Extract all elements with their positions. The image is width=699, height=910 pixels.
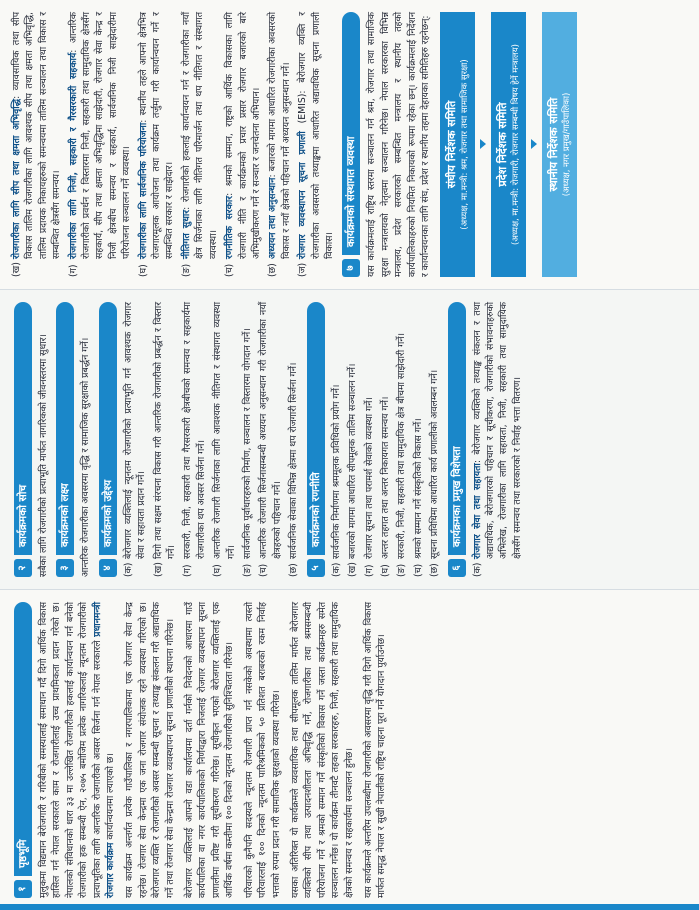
committee-title: स्थानीय निर्देशक समिति bbox=[547, 97, 561, 192]
list-marker: (ख) bbox=[347, 562, 359, 577]
list-marker: (घ) bbox=[379, 564, 391, 577]
list-item bbox=[223, 12, 263, 277]
text: मुलुकमा विद्यमान बेरोजगारी र गरिबीको समस्यालाई समाधान गर्दै दिगो आर्थिक विकास हासिल गर्न नेपाल सरकारले काम र रोजगारीलाई उच्च प्राथमिकता प्रदान गरेको छ। नेपालको संविधानको धारा ३३ मा उल्लेखित रोजगारीको हकलाई कार्यान्वयन गर्न बनेको रोजगारीको हक सम्बन्धी ऐन, २०७५ बमोजिम प्रत्येक नागरिकलाई न्यूनतम रोजगारीको प्रत्याभूतिका लागि आन्तरिक रोजगारीको अवसर सिर्जना गर्न नेपाल सरकारले bbox=[38, 602, 103, 898]
section-title: पृष्ठभूमि bbox=[14, 602, 32, 876]
section-heading-objectives bbox=[99, 302, 117, 577]
feature-text: : रोजगारीको हकलाई कार्यान्वयन गर्न र रोजगारीका नयाँ क्षेत्र सिर्जनाका लागि नीतिगत परिमार्जन तथा थप नीतिगत र संस्थागत व्यवस्था। bbox=[180, 12, 219, 259]
list-marker: (ग) bbox=[67, 264, 79, 277]
list-item bbox=[428, 302, 441, 577]
paragraph-program-structure: यस कार्यक्रम अन्तर्गत प्रत्येक गाउँपालिका र नगरपालिकामा एक रोजगार सेवा केन्द्र रहनेछ। रोजगार सेवा केन्द्रमा एक जना रोजगार संयोजक रहने व्यवस्था गरिएको छ। बेरोजगार व्यक्ति र रोजगारीको अवसर सम्बन्धी सूचना र तथ्याङ्क संकलन गरी अद्यावधिक गर्ने तथा रोजगार सेवा केन्द्रमा रोजगार व्यवस्थापन सूचना प्रणालीको स्थापना गरिनेछ। bbox=[124, 602, 176, 898]
list-item bbox=[122, 302, 149, 577]
section-heading-features bbox=[448, 302, 466, 577]
list-text bbox=[180, 12, 220, 259]
list-marker: (ख) bbox=[152, 562, 164, 577]
list-marker: (च) bbox=[412, 563, 424, 577]
list-marker: (च) bbox=[258, 563, 270, 577]
section-heading-background bbox=[14, 602, 32, 898]
section-heading-vision bbox=[14, 302, 32, 577]
feature-text: : श्रमको सम्मान, राष्ट्रको आर्थिक विकासका लागि रोजगारी नीति र कार्यक्रमको प्रचार प्रसार रोजगार बजारको बारे अभिमुखीकरण गर्ने र सञ्चार र जनचेतना अभियान। bbox=[224, 12, 262, 259]
list-marker: (ज) bbox=[297, 262, 309, 277]
list-text: सूचना प्रविधिमा आधारित कार्य प्रणालीको अवलम्बन गर्ने। bbox=[429, 369, 441, 559]
section-number: ३ bbox=[56, 559, 74, 577]
feature-title: रोजगार व्यवस्थापन सूचना प्रणाली bbox=[297, 131, 309, 259]
paragraph-goal: आन्तरिक रोजगारीका अवसरमा वृद्धि र सामाजिक सुरक्षाको प्रबर्द्धन गर्ने। bbox=[80, 337, 92, 577]
section-number: २ bbox=[14, 559, 32, 577]
arrow-down-icon bbox=[480, 140, 486, 150]
section-heading-strategy bbox=[307, 302, 325, 577]
paragraph-outcome: यस कार्यक्रमले अन्तरिम उपलब्धीमा रोजगारीको अवसरमा वृद्धि गरी दिगो आर्थिक विकास मार्फत समृद्ध नेपाल र सुखी नेपालीको राष्ट्रिय चाहना पूरा गर्ने योगदान पुर्याउनेछ। bbox=[362, 602, 388, 898]
feature-text: (EMIS): बेरोजगार व्यक्ति र रोजगारीका अवसरको तथ्याङ्कमा आधारित अद्यावधिक सूचना प्रणाली विकास। bbox=[297, 12, 335, 259]
list-item bbox=[379, 302, 392, 577]
committee-title: संघीय निर्देशक समिति bbox=[445, 100, 459, 189]
panel-vision-goals bbox=[0, 290, 699, 590]
section-heading-institutional bbox=[342, 12, 360, 277]
list-item bbox=[181, 302, 208, 577]
feature-title: रोजगारीका लागि सार्वजनिक परियोजना bbox=[137, 122, 149, 259]
feature-title: अध्ययन तथा अनुसन्धान bbox=[267, 177, 279, 259]
committee-chair: (अध्यक्ष, नगर प्रमुख/गाउँपालिका) bbox=[562, 92, 573, 197]
section-title: कार्यक्रमको रणनीति bbox=[307, 302, 325, 555]
emphasis-text: प्रधानमन्त्री रोजगार कार्यक्रम bbox=[91, 602, 117, 898]
feature-text: : व्यावसायिक तथा सीप विकास तालिम रोजगारीका लागि आवश्यक सीप तथा क्षमता अभिवृद्धि, तालिम प्रदायक निकायहरुको समन्वयमा तालिम सञ्चालन तथा विकास र सम्बन्धित क्षेत्रसँग समन्वय। bbox=[11, 11, 63, 259]
features-list-continued bbox=[10, 12, 336, 277]
list-item bbox=[471, 302, 525, 577]
section-number: ५ bbox=[307, 559, 325, 577]
list-item bbox=[257, 302, 284, 577]
list-marker: (छ) bbox=[267, 263, 279, 277]
feature-title: रणनीतिक सरकार bbox=[224, 195, 236, 259]
list-text: बेरोजगार व्यक्तिलाई न्यूनतम रोजगारीको प्रत्याभूति गर्न आवश्यक रोजगार सेवा र सहायता प्रदान गर्ने। bbox=[122, 302, 148, 559]
list-item bbox=[152, 302, 179, 577]
paragraph-institutional: यस कार्यक्रमलाई राष्ट्रिय स्तरमा सञ्चालन गर्न श्रम, रोजगार तथा सामाजिक सुरक्षा मन्त्रालयको नेतृत्वमा सञ्चालन गरिनेछ। नेपाल सरकारका विभिन्न मन्त्रालय, प्रदेश सरकारको सम्बन्धित मन्त्रालय र स्थानीय तहको कार्यपालिकाहरुको नियमित निकायको रूपमा रहेका छन्। कार्यक्रमलाई निर्देशन र कार्यान्वयनका लागि संघ, प्रदेश र स्थानीय तहमा देहायका समितिहरु रहनेछन्: bbox=[366, 12, 431, 277]
feature-text: : बजारको मागमा आधारित रोजगारीका अवसरको विकास र नयाँ क्षेत्रको पहिचान गर्ने अध्ययन अनुसन्धान गर्ने। bbox=[267, 12, 292, 259]
list-item bbox=[241, 302, 254, 577]
list-text bbox=[10, 12, 64, 259]
list-item bbox=[180, 12, 220, 277]
list-marker: (छ) bbox=[429, 563, 441, 577]
feature-title: नीतिगत सुधार bbox=[180, 209, 192, 259]
feature-title: रोजगार सेवा तथा सहायता bbox=[471, 463, 483, 559]
section-title: कार्यक्रमको लक्ष्य bbox=[56, 302, 74, 555]
list-marker: (क) bbox=[330, 562, 342, 577]
list-item bbox=[346, 302, 359, 577]
committee-chair: (अध्यक्ष, मा.मन्त्री: रोजगारी, रोजगार सम्बन्धी विषय हेर्ने मन्त्रालय) bbox=[511, 44, 522, 245]
list-marker: (घ) bbox=[212, 564, 224, 577]
features-list bbox=[471, 302, 525, 577]
feature-title: रोजगारीका लागि निजी, सहकारी र गैरसरकारी सहकार्य bbox=[67, 52, 79, 259]
list-marker: (घ) bbox=[137, 264, 149, 277]
list-text bbox=[266, 12, 293, 259]
list-item bbox=[287, 302, 300, 577]
list-item bbox=[67, 12, 134, 277]
panel-background bbox=[0, 590, 699, 910]
local-committee-box bbox=[542, 12, 577, 277]
list-text bbox=[223, 12, 263, 259]
section-title: कार्यक्रमको सोच bbox=[14, 302, 32, 555]
list-item bbox=[211, 302, 238, 577]
committee-title: प्रदेश निर्देशक समिति bbox=[496, 102, 510, 187]
objectives-list bbox=[122, 302, 301, 577]
paragraph-additional: यसका अतिरिक्त यो कार्यक्रमले व्यवसायिक तथा सीपमूलक तालिम मार्फत बेरोजगार व्यक्तिको सीप तथा उत्पादनशीलता अभिवृद्धि गर्ने, रोजगारीका तथा श्रमसम्बन्धी परियोजना गर्ने र श्रमको सम्मान गर्ने संस्कृतिको विकास गर्ने जस्ता कार्यक्रमहरु समेत सञ्चालन गर्नेछ। यो कार्यक्रम तीनवटै तहका सरकारहरु, निजी, सहकारी तथा सामुदायिक क्षेत्रको समन्वय र सहकार्यमा सञ्चालन हुनेछ। bbox=[289, 602, 355, 898]
list-marker: (च) bbox=[224, 263, 236, 277]
text: कार्यान्वयनमा ल्याएको छ। bbox=[105, 753, 117, 840]
list-text bbox=[137, 12, 177, 259]
section-number: ७ bbox=[342, 259, 360, 277]
list-marker: (क) bbox=[471, 562, 483, 577]
list-text bbox=[471, 302, 525, 559]
feature-title: रोजगारीका लागि सीप तथा क्षमता अभिवृद्धि bbox=[11, 98, 22, 259]
list-text: रोजगार सूचना तथा परामर्श सेवाको व्यवस्था गर्ने। bbox=[363, 397, 375, 559]
list-text: सरकारी, निजी, सहकारी तथा सामुदायिक क्षेत्र बीचमा साझेदारी गर्ने। bbox=[396, 332, 408, 559]
list-item bbox=[10, 12, 64, 277]
arrow-down-icon bbox=[531, 140, 537, 150]
list-text: दिगो तथा सक्षम संरचना विकास गरी आन्तरिक रोजगारीको प्रबर्द्धन र विस्तार गर्ने। bbox=[152, 302, 178, 559]
list-text bbox=[67, 12, 134, 259]
list-marker: (ङ) bbox=[180, 263, 192, 277]
section-title: कार्यक्रमको संस्थागत व्यवस्था bbox=[342, 12, 360, 255]
federal-committee-box bbox=[440, 12, 475, 277]
strategy-list bbox=[330, 302, 442, 577]
list-marker: (ग) bbox=[182, 564, 194, 577]
list-item bbox=[363, 302, 376, 577]
section-number: ४ bbox=[99, 559, 117, 577]
section-number: ६ bbox=[448, 559, 466, 577]
section-title: कार्यक्रमका प्रमुख विशेषता bbox=[448, 302, 466, 555]
list-item bbox=[296, 12, 336, 277]
list-item bbox=[330, 302, 343, 577]
list-marker: (ङ) bbox=[242, 563, 254, 577]
list-item bbox=[395, 302, 408, 577]
paragraph-vision: सबैका लागि रोजगारीको प्रत्याभूति मार्फत नागरिकको जीवनस्तरमा सुधार। bbox=[38, 334, 49, 577]
list-marker: (क) bbox=[122, 562, 134, 577]
feature-text: : आन्तरिक रोजगारीको प्रवर्धन र विस्तारमा निजी, सहकारी तथा सामुदायिक क्षेत्रसँग सहकार्य, सीप तथा क्षमता अभिवृद्धिमा साझेदारी, रोजगार सेवा केन्द्र र निजी क्षेत्रबीच समन्वय र सहकार्य, सार्वजनिक निजी साझेदारीमा परियोजना सञ्चालन गर्ने व्यवस्था। bbox=[67, 12, 133, 259]
list-text: सरकारी, निजी, सहकारी तथा गैरसरकारी क्षेत्रबीचको समन्वय र सहकार्यमा रोजगारीका थप अवसर सिर्जना गर्ने। bbox=[182, 302, 207, 559]
committee-hierarchy bbox=[440, 12, 582, 277]
list-text: सार्वजनिक निर्माणमा श्रममूलक प्रविधिको प्रयोग गर्ने। bbox=[330, 384, 342, 559]
paragraph-registration: बेरोजगार व्यक्तिलाई आफ्नो वडा कार्यालयमा दर्ता गर्नको निवेदनको आधारमा गाउँ कार्यपालिका वा नगर कार्यपालिकाको निर्णयद्वारा निजलाई रोजगार व्यवस्थापन सूचना प्रणालीमा प्रविष्ट गरी सूचीकरण गरिनेछ। सूचीकृत भएको बेरोजगार व्यक्तिलाई एक आर्थिक वर्षमा कम्तीमा १०० दिनको न्यूनतम रोजगारीको सुनिश्चितता गरिनेछ। bbox=[184, 602, 236, 898]
list-text: श्रमको सम्मान गर्ने संस्कृतिको विकास गर्ने। bbox=[412, 418, 424, 559]
left-accent-bar bbox=[0, 904, 699, 910]
list-text: सार्वजनिक पूर्वाधारहरुको निर्माण, सञ्चालन र विस्तारमा योगदान गर्ने। bbox=[242, 328, 254, 559]
panel-features-institutions bbox=[0, 0, 699, 290]
section-number: १ bbox=[14, 880, 32, 898]
list-marker: (छ) bbox=[288, 563, 300, 577]
list-item bbox=[137, 12, 177, 277]
list-text: आन्तरिक रोजगारी सिर्जनाका लागि आवश्यक नीतिगत र संस्थागत व्यवस्था गर्ने। bbox=[212, 302, 237, 559]
list-text: अन्तर तहगत तथा अन्तर निकायगत समन्वय गर्ने। bbox=[379, 396, 391, 559]
section-title: कार्यक्रमको उद्देश्य bbox=[99, 302, 117, 555]
list-text: सार्वजनिक सेवाका विभिन्न क्षेत्रमा थप रोजगारी सिर्जना गर्ने। bbox=[288, 362, 300, 559]
paragraph-allowance: परिवारको कुनैपनि सदस्यले न्यूनतम रोजगारी प्राप्त गर्न नसकेको अवस्थामा त्यस्तो परिवारलाई १०० दिनको न्यूनतम पारिश्रमिकको ५० प्रतिशत बराबरको रकम निर्वाह भत्ताको रुपमा प्रदान गरी सामाजिक सुरक्षाको व्यवस्था गरिनेछ। bbox=[243, 602, 282, 898]
list-text bbox=[296, 12, 336, 259]
list-item bbox=[266, 12, 293, 277]
feature-text: : बेरोजगार व्यक्तिको तथ्याङ्क संकलन र तथा अद्यावधिक, बेरोजगारको पहिचान र सूचीकरण, रोजगारीको संभावनाहरुको अभिलेख, रोजगारीका लागि सहायता, निजी, सहकारी तथा सामुदायिक क्षेत्रसँग समन्वय तथा सरकारको र निर्वाह भत्ता वितरण। bbox=[471, 302, 523, 559]
paragraph-background-1 bbox=[37, 602, 117, 898]
feature-text: : स्थानीय तहले आफ्नो क्षेत्रभित्र रोजगारमूलक आयोजना तथा कार्यक्रम तर्जुमा गरी कार्यान्वयन गर्ने र सम्बन्धित सरकार र साझेदार। bbox=[137, 12, 176, 259]
list-marker: (ग) bbox=[363, 564, 375, 577]
committee-chair: (अध्यक्ष, मा.मन्त्री: श्रम, रोजगार तथा सामाजिक सुरक्षा) bbox=[460, 59, 471, 230]
list-marker: (ङ) bbox=[396, 563, 408, 577]
list-item bbox=[412, 302, 425, 577]
section-heading-goal bbox=[56, 302, 74, 577]
list-text: आन्तरिक रोजगारी सिर्जनासम्बन्धी अध्ययन अनुसन्धान गरी रोजगारीका नयाँ क्षेत्रहरुको पहिचान गर्ने। bbox=[258, 302, 283, 559]
province-committee-box bbox=[491, 12, 526, 277]
list-text: बजारको मागमा आधारित सीपमूलक तालिम सञ्चालन गर्ने। bbox=[347, 363, 359, 559]
list-marker: (ख) bbox=[11, 262, 22, 277]
